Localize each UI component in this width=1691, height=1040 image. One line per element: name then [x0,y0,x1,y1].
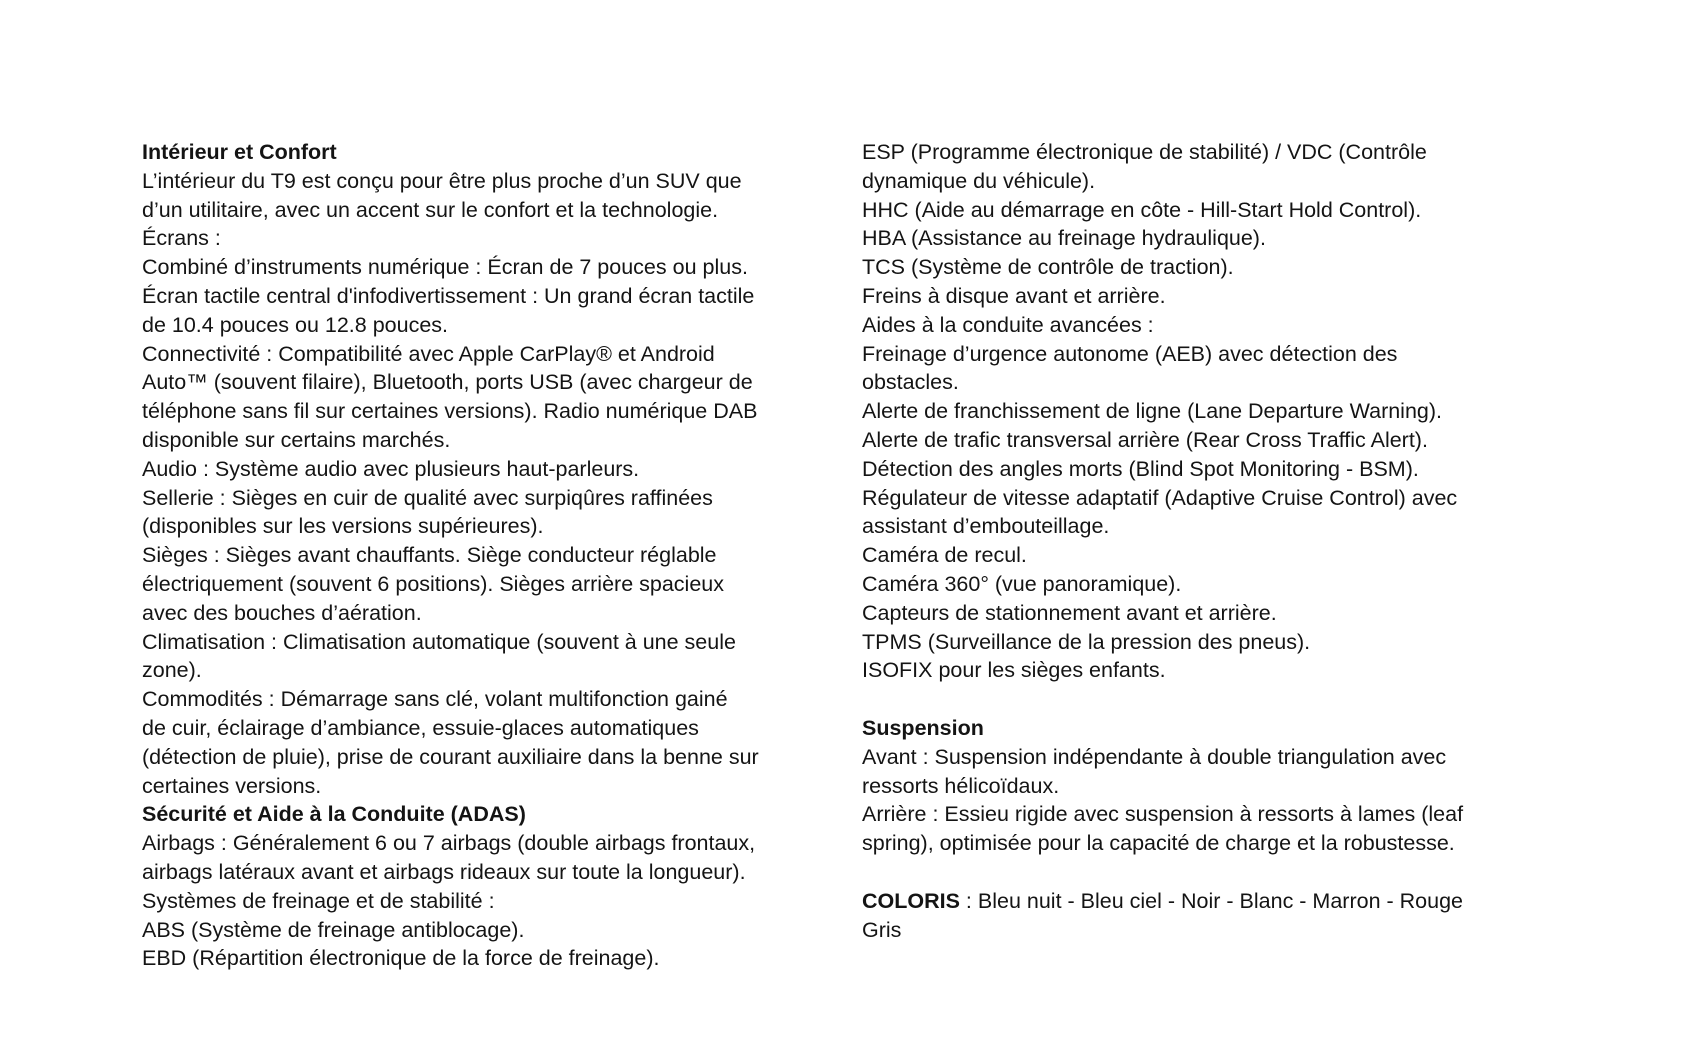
spacer [862,685,1552,714]
interior-line: Écran tactile central d'infodivertissement : Un grand écran tactile [142,283,755,308]
suspension-heading: Suspension [862,715,984,740]
interior-line: téléphone sans fil sur certaines versions). Radio numérique DAB [142,399,758,424]
interior-line: (disponibles sur les versions supérieures). [142,514,544,539]
colors-line [862,887,1552,916]
interior-line: Écrans : [142,226,221,251]
interior-line: d’un utilitaire, avec un accent sur le confort et la technologie. [142,197,719,222]
interior-line: (détection de pluie), prise de courant auxiliaire dans la benne sur [142,744,759,769]
interior-line: électriquement (souvent 6 positions). Sièges arrière spacieux [142,571,724,596]
safety-line: Caméra 360° (vue panoramique). [862,571,1182,596]
safety-line: Systèmes de freinage et de stabilité : [142,888,495,913]
interior-heading: Intérieur et Confort [142,140,337,164]
interior-line: avec des bouches d’aération. [142,600,422,625]
interior-line: Audio : Système audio avec plusieurs haut-parleurs. [142,456,640,481]
safety-line: Aides à la conduite avancées : [862,312,1154,337]
safety-line: TCS (Système de contrôle de traction). [862,255,1234,280]
safety-line: ABS (Système de freinage antiblocage). [142,917,525,942]
safety-line: Freins à disque avant et arrière. [862,283,1166,308]
safety-line: obstacles. [862,370,959,395]
suspension-text [862,743,1552,858]
safety-line: dynamique du véhicule). [862,168,1096,193]
left-column [142,138,842,973]
safety-text [142,829,842,973]
safety-line: airbags latéraux avant et airbags rideaux sur toute la longueur). [142,859,746,884]
suspension-line: spring), optimisée pour la capacité de charge et la robustesse. [862,831,1455,856]
colors-label: COLORIS [862,888,960,913]
safety-line: Alerte de franchissement de ligne (Lane Departure Warning). [862,399,1443,424]
interior-line: Commodités : Démarrage sans clé, volant multifonction gainé [142,687,728,712]
interior-line: Sièges : Sièges avant chauffants. Siège conducteur réglable [142,543,717,568]
interior-line: disponible sur certains marchés. [142,427,451,452]
safety-line: Freinage d’urgence autonome (AEB) avec détection des [862,341,1398,366]
safety-line: ESP (Programme électronique de stabilité) / VDC (Contrôle [862,140,1427,164]
safety-line: EBD (Répartition électronique de la force de freinage). [142,946,660,971]
safety-line: HBA (Assistance au freinage hydraulique). [862,226,1266,251]
interior-line: Combiné d’instruments numérique : Écran de 7 pouces ou plus. [142,255,748,280]
safety-line: ISOFIX pour les sièges enfants. [862,658,1166,683]
interior-line: de 10.4 pouces ou 12.8 pouces. [142,312,449,337]
safety-line: HHC (Aide au démarrage en côte - Hill-Start Hold Control). [862,197,1422,222]
safety-text-continued [862,138,1552,685]
interior-line: Auto™ (souvent filaire), Bluetooth, ports USB (avec chargeur de [142,370,753,395]
safety-line: assistant d’embouteillage. [862,514,1110,539]
suspension-line: ressorts hélicoïdaux. [862,773,1060,798]
suspension-line: Arrière : Essieu rigide avec suspension à ressorts à lames (leaf [862,802,1464,827]
interior-line: de cuir, éclairage d’ambiance, essuie-glaces automatiques [142,715,699,740]
safety-heading: Sécurité et Aide à la Conduite (ADAS) [142,802,526,827]
safety-line: TPMS (Surveillance de la pression des pneus). [862,629,1311,654]
suspension-line: Avant : Suspension indépendante à double triangulation avec [862,744,1447,769]
interior-line: Sellerie : Sièges en cuir de qualité avec surpiqûres raffinées [142,485,713,510]
safety-line: Capteurs de stationnement avant et arrière. [862,600,1277,625]
safety-line: Régulateur de vitesse adaptatif (Adaptive Cruise Control) avec [862,485,1458,510]
colors-line-2: Gris [862,917,902,942]
interior-text [142,167,842,801]
interior-line: certaines versions. [142,773,322,798]
safety-line: Alerte de trafic transversal arrière (Rear Cross Traffic Alert). [862,427,1428,452]
safety-line: Caméra de recul. [862,543,1027,568]
interior-line: zone). [142,658,202,683]
interior-line: L’intérieur du T9 est conçu pour être plus proche d’un SUV que [142,168,742,193]
spacer [862,858,1552,887]
colors-value: : Bleu nuit - Bleu ciel - Noir - Blanc - Marron - Rouge [959,888,1463,913]
right-column [862,138,1552,944]
interior-line: Connectivité : Compatibilité avec Apple CarPlay® et Android [142,341,715,366]
safety-line: Détection des angles morts (Blind Spot Monitoring - BSM). [862,456,1419,481]
interior-line: Climatisation : Climatisation automatique (souvent à une seule [142,629,736,654]
safety-line: Airbags : Généralement 6 ou 7 airbags (double airbags frontaux, [142,831,756,856]
